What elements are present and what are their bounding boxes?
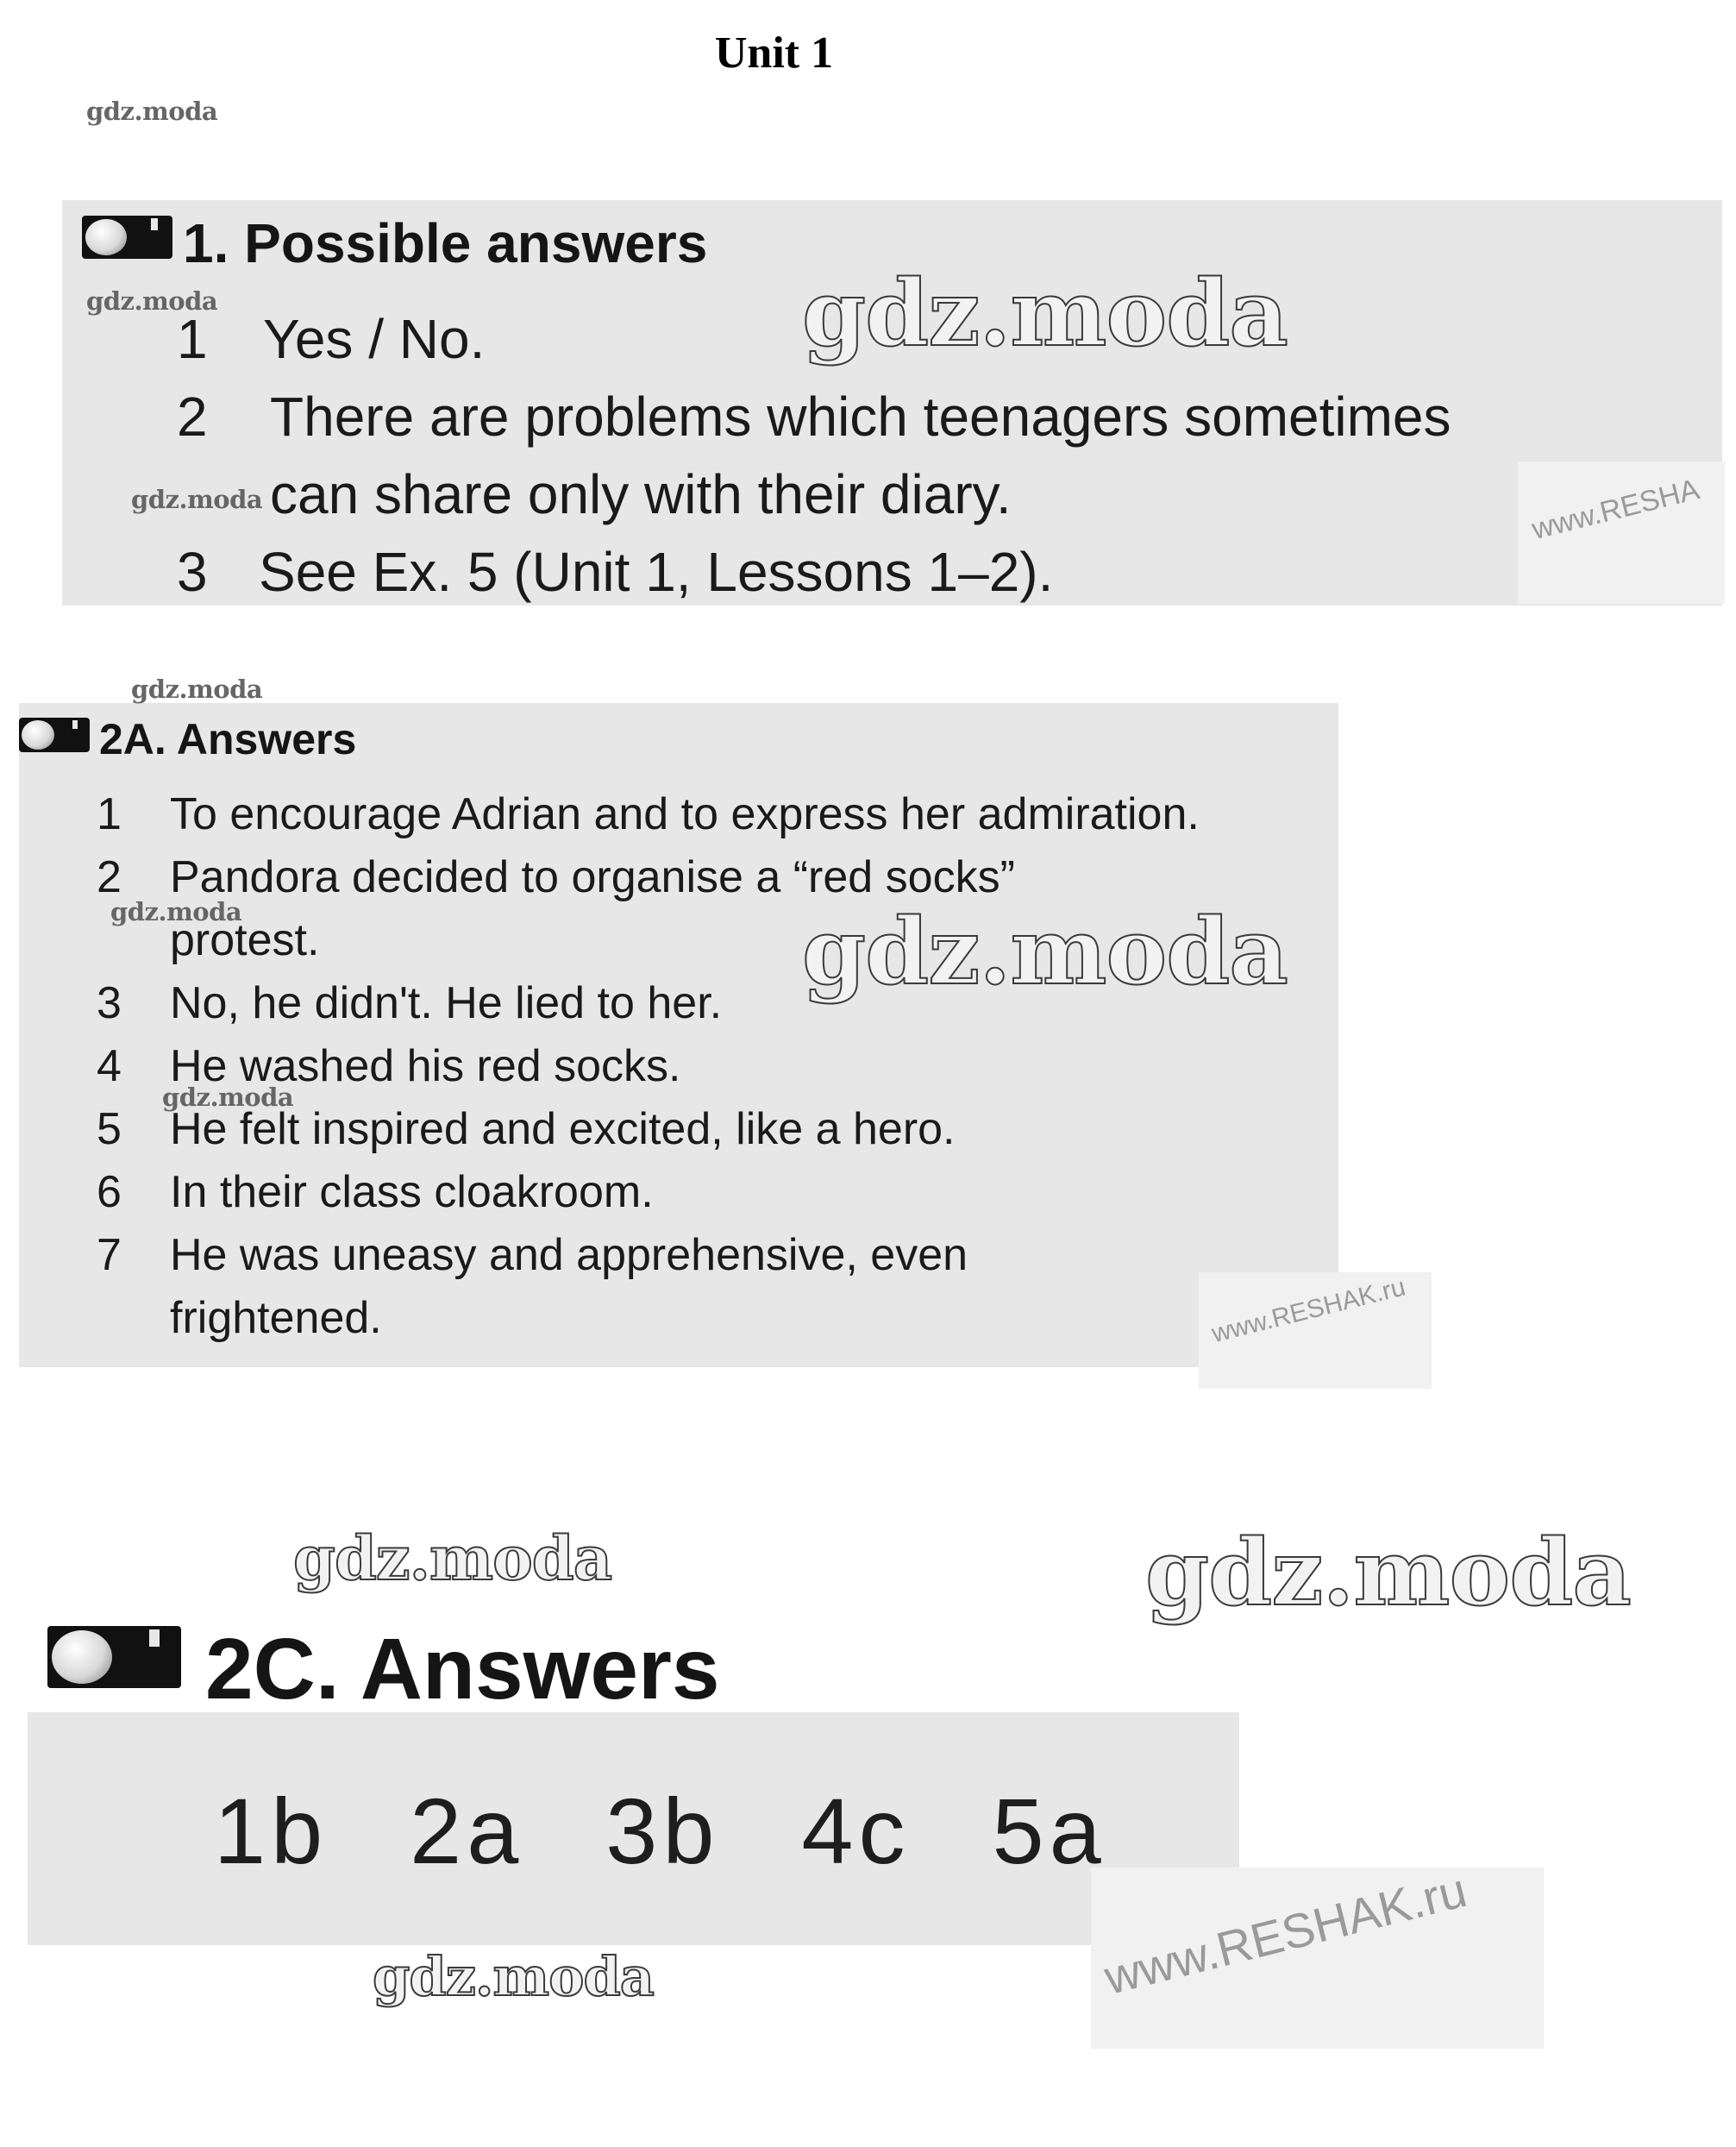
list-item xyxy=(177,533,1451,611)
item-text: Yes / No. xyxy=(263,308,486,370)
answer-item: 5a xyxy=(992,1779,1106,1883)
item-number: 2 xyxy=(97,852,122,902)
item-text: No, he didn't. He lied to her. xyxy=(170,978,723,1028)
item-text: protest. xyxy=(170,915,320,965)
item-text: can share only with their diary. xyxy=(270,463,1012,525)
item-number: 3 xyxy=(97,978,122,1028)
list-item-continuation xyxy=(177,455,1451,533)
item-number: 4 xyxy=(97,1041,122,1091)
watermark-large: gdz.moda xyxy=(802,259,1288,367)
item-text: To encourage Adrian and to express her admiration. xyxy=(170,789,1200,839)
item-text: frightened. xyxy=(170,1293,382,1343)
item-number: 2 xyxy=(177,386,208,448)
watermark-medium: gdz.moda xyxy=(293,1522,612,1594)
list-item xyxy=(97,1161,1200,1224)
reshak-watermark-box xyxy=(1199,1272,1432,1389)
answers-2c-row xyxy=(214,1777,1106,1885)
item-text: In their class cloakroom. xyxy=(170,1167,654,1217)
cassette-tape-icon xyxy=(47,1626,181,1688)
watermark-small: gdz.moda xyxy=(131,675,263,704)
item-number: 6 xyxy=(97,1167,122,1217)
item-text: There are problems which teenagers sometimes xyxy=(270,386,1451,448)
watermark-medium: gdz.moda xyxy=(373,1945,654,2008)
reshak-watermark-box xyxy=(1091,1862,1544,2049)
answers-2a-list xyxy=(97,783,1200,1350)
answer-item: 3b xyxy=(605,1779,720,1883)
list-item-continuation xyxy=(97,1287,1200,1350)
item-number: 1 xyxy=(97,789,122,839)
item-number: 7 xyxy=(97,1230,122,1280)
answer-item: 2a xyxy=(410,1779,524,1883)
watermark-small: gdz.moda xyxy=(86,286,218,316)
list-item xyxy=(177,378,1451,455)
watermark-small: gdz.moda xyxy=(110,897,242,926)
item-number: 5 xyxy=(97,1104,122,1154)
reshak-watermark: www.RESHAK.ru xyxy=(1099,1862,1472,2006)
cassette-tape-icon xyxy=(82,216,172,259)
watermark-large: gdz.moda xyxy=(802,897,1288,1005)
item-text: Pandora decided to organise a “red socks” xyxy=(170,852,1015,902)
watermark-small: gdz.moda xyxy=(162,1083,294,1112)
watermark-small: gdz.moda xyxy=(86,97,218,126)
item-number: 1 xyxy=(177,308,208,370)
item-text: He was uneasy and apprehensive, even xyxy=(170,1230,968,1280)
watermark-large: gdz.moda xyxy=(1145,1518,1631,1626)
section-heading: 2C. Answers xyxy=(205,1621,720,1717)
cassette-tape-icon xyxy=(19,718,90,752)
section-heading: 1. Possible answers xyxy=(183,212,708,274)
watermark-small: gdz.moda xyxy=(131,485,263,514)
reshak-watermark: www.RESHA xyxy=(1528,473,1703,547)
item-number: 3 xyxy=(177,541,208,603)
reshak-watermark: www.RESHAK.ru xyxy=(1208,1272,1408,1349)
reshak-watermark-box xyxy=(1518,461,1725,604)
list-item xyxy=(97,783,1200,846)
item-text: He felt inspired and excited, like a hero. xyxy=(170,1104,956,1154)
item-text: He washed his red socks. xyxy=(170,1041,681,1091)
answer-item: 1b xyxy=(214,1779,329,1883)
answer-item: 4c xyxy=(801,1779,911,1883)
item-text: See Ex. 5 (Unit 1, Lessons 1–2). xyxy=(259,541,1054,603)
list-item xyxy=(97,1224,1200,1287)
section-heading: 2A. Answers xyxy=(99,715,357,763)
page-title: Unit 1 xyxy=(714,28,834,78)
